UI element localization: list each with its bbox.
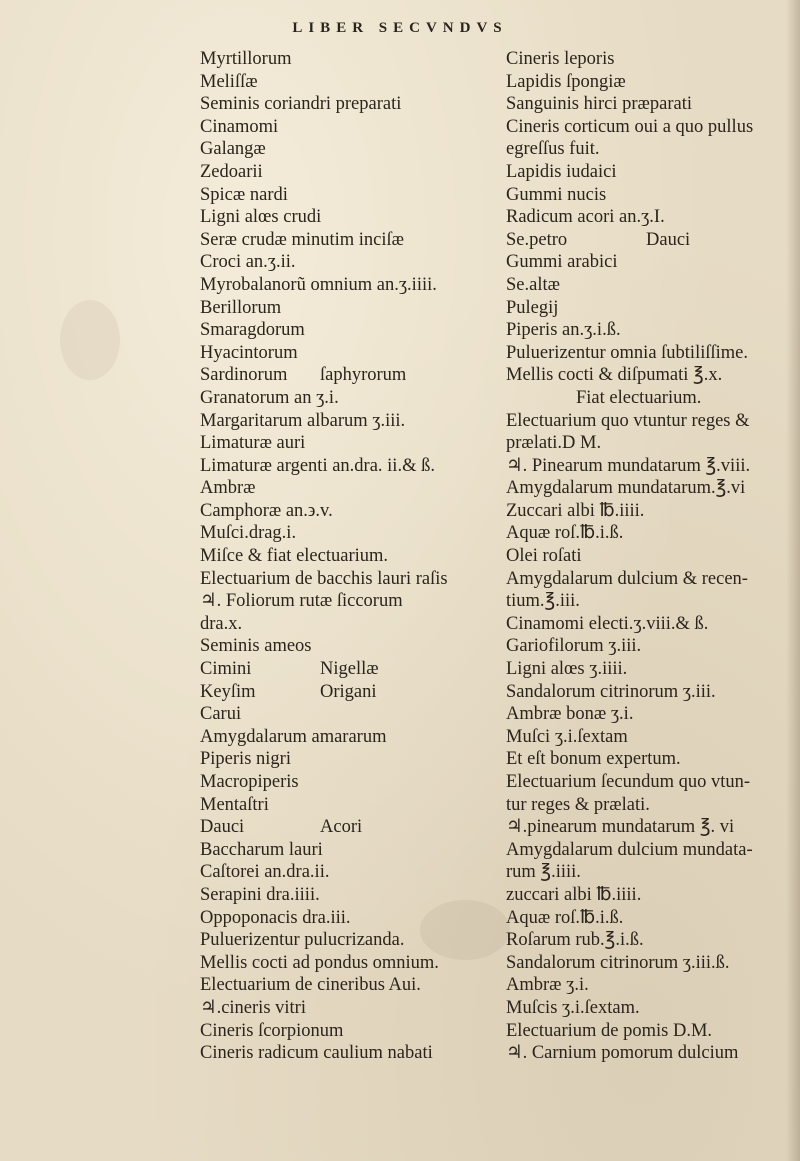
- line-text: Muſci ʒ.i.ſextam: [506, 726, 628, 747]
- text-line: [200, 161, 500, 184]
- line-text: Margaritarum albarum ʒ.iii.: [200, 410, 406, 431]
- line-text: Ambræ bonæ ʒ.i.: [506, 704, 634, 725]
- text-line: [506, 297, 796, 320]
- text-line: [506, 545, 796, 568]
- line-text: prælati.D M.: [506, 433, 602, 454]
- text-line: [506, 500, 796, 523]
- line-text: Miſce & fiat electuarium.: [200, 546, 389, 567]
- line-text: ♃. Foliorum rutæ ſiccorum: [200, 591, 403, 612]
- line-text: ♃. Carnium pomorum dulcium: [506, 1043, 739, 1064]
- text-line: [200, 455, 500, 478]
- line-text: Se.petro: [506, 229, 568, 250]
- text-line: [506, 613, 796, 636]
- line-text: Gummi nucis: [506, 184, 607, 205]
- text-line: [506, 387, 796, 410]
- right-column: [506, 48, 796, 1065]
- line-text: Cineris ſcorpionum: [200, 1020, 344, 1041]
- line-text: Roſarum rub.℥.i.ß.: [506, 930, 644, 951]
- text-line: [506, 342, 796, 365]
- text-line: [200, 884, 500, 907]
- text-line: [200, 907, 500, 930]
- text-line: [506, 974, 796, 997]
- line-text: Cineris radicum caulium nabati: [200, 1043, 433, 1064]
- text-line: [200, 71, 500, 94]
- text-line: [200, 1042, 500, 1065]
- line-text-second: Acori: [320, 817, 363, 838]
- text-line: [200, 703, 500, 726]
- line-text: Olei roſati: [506, 546, 582, 567]
- text-line: [200, 251, 500, 274]
- text-line: [506, 138, 796, 161]
- text-line: [200, 297, 500, 320]
- line-text: egreſſus fuit.: [506, 139, 600, 160]
- text-line: [200, 93, 500, 116]
- line-text: Limaturæ auri: [200, 433, 306, 454]
- text-line: [200, 771, 500, 794]
- line-text: Camphoræ an.϶.v.: [200, 500, 333, 521]
- line-text: Seminis coriandri preparati: [200, 94, 402, 115]
- line-text: Myrtillorum: [200, 49, 292, 69]
- line-text: Lapidis ſpongiæ: [506, 71, 626, 92]
- text-line: [506, 477, 796, 500]
- text-line: [506, 884, 796, 907]
- text-line: [506, 1042, 796, 1065]
- line-text: Muſcis ʒ.i.ſextam.: [506, 997, 640, 1018]
- line-text: Electuarium quo vtuntur reges &: [506, 410, 750, 431]
- text-line: [200, 568, 500, 591]
- line-text: Cinamomi electi.ʒ.viii.& ß.: [506, 613, 709, 634]
- text-line: [506, 997, 796, 1020]
- text-line: [506, 658, 796, 681]
- line-text: Fiat electuarium.: [576, 387, 702, 408]
- text-line: [200, 613, 500, 636]
- text-line: [506, 1020, 796, 1043]
- line-text: Berillorum: [200, 297, 282, 318]
- text-line: [200, 364, 500, 387]
- line-text: Cinamomi: [200, 116, 279, 137]
- line-text-second: ſaphyrorum: [320, 365, 407, 386]
- line-text: Hyacintorum: [200, 342, 298, 363]
- text-line: [200, 410, 500, 433]
- text-line: [200, 48, 500, 71]
- text-line: [506, 71, 796, 94]
- line-text: Pulegij: [506, 297, 559, 318]
- text-line: [506, 748, 796, 771]
- text-line: [200, 477, 500, 500]
- text-line: [506, 251, 796, 274]
- line-text: Croci an.ʒ.ii.: [200, 252, 296, 273]
- line-text: Serapini dra.iiii.: [200, 884, 320, 905]
- line-text: Aquæ roſ.℔.i.ß.: [506, 523, 624, 544]
- line-text: Carui: [200, 704, 242, 725]
- line-text: Meliſſæ: [200, 71, 258, 92]
- text-line: [506, 93, 796, 116]
- text-line: [200, 1020, 500, 1043]
- text-line: [506, 184, 796, 207]
- text-line: [200, 952, 500, 975]
- line-text: Limaturæ argenti an.dra. ii.& ß.: [200, 455, 435, 476]
- text-line: [506, 635, 796, 658]
- text-line: [506, 794, 796, 817]
- line-text: Mellis cocti ad pondus omnium.: [200, 952, 439, 973]
- line-text: Gummi arabici: [506, 252, 618, 273]
- line-text: Sandalorum citrinorum ʒ.iii.ß.: [506, 952, 730, 973]
- line-text: Piperis nigri: [200, 749, 291, 770]
- line-text: ♃.cineris vitri: [200, 997, 306, 1018]
- text-line: [506, 274, 796, 297]
- line-text: Baccharum lauri: [200, 839, 323, 860]
- text-line: [200, 432, 500, 455]
- line-text: ♃.pinearum mundatarum ℥. vi: [506, 817, 735, 838]
- text-line: [506, 161, 796, 184]
- line-text: Dauci: [200, 817, 245, 838]
- line-text: Galangæ: [200, 139, 266, 160]
- line-text: Zedoarii: [200, 161, 263, 182]
- text-line: [200, 748, 500, 771]
- text-line: [506, 206, 796, 229]
- text-line: [200, 274, 500, 297]
- line-text: Sanguinis hirci præparati: [506, 94, 692, 115]
- line-text: Electuarium de bacchis lauri raſis: [200, 568, 448, 589]
- line-text: rum ℥.iiii.: [506, 862, 581, 883]
- left-column: [200, 48, 500, 1065]
- text-line: [506, 364, 796, 387]
- line-text: Sardinorum: [200, 365, 288, 386]
- text-line: [200, 658, 500, 681]
- line-text: Gariofilorum ʒ.iii.: [506, 636, 642, 657]
- text-line: [506, 410, 796, 433]
- text-line: [506, 681, 796, 704]
- text-line: [200, 861, 500, 884]
- text-line: [506, 703, 796, 726]
- line-text: Se.altæ: [506, 274, 560, 295]
- line-text: Amygdalarum amararum: [200, 726, 387, 747]
- text-line: [200, 545, 500, 568]
- text-line: [506, 319, 796, 342]
- line-text: Electuarium ſecundum quo vtun-: [506, 772, 751, 792]
- text-line: [506, 455, 796, 478]
- line-text: Caſtorei an.dra.ii.: [200, 862, 330, 883]
- line-text: dra.x.: [200, 613, 243, 634]
- text-line: [506, 568, 796, 591]
- text-line: [506, 726, 796, 749]
- line-text-second: Origani: [320, 681, 377, 702]
- line-text: Cineris corticum oui a quo pullus: [506, 116, 754, 137]
- line-text: Piperis an.ʒ.i.ß.: [506, 320, 621, 341]
- text-line: [200, 590, 500, 613]
- line-text: Granatorum an ʒ.i.: [200, 387, 339, 408]
- line-text: Electuarium de cineribus Aui.: [200, 975, 421, 996]
- line-text: Macropiperis: [200, 772, 299, 792]
- line-text: Lapidis iudaici: [506, 161, 617, 182]
- line-text: Sandalorum citrinorum ʒ.iii.: [506, 681, 716, 702]
- line-text: Puluerizentur pulucrizanda.: [200, 930, 405, 951]
- line-text: Electuarium de pomis D.M.: [506, 1020, 713, 1041]
- paper-stain: [60, 300, 120, 380]
- text-line: [200, 794, 500, 817]
- text-line: [200, 816, 500, 839]
- line-text: zuccari albi ℔.iiii.: [506, 884, 642, 905]
- line-text: Ligni alœs ʒ.iiii.: [506, 659, 628, 680]
- line-text: Spicæ nardi: [200, 184, 288, 205]
- line-text: Smaragdorum: [200, 320, 305, 341]
- text-line: [200, 974, 500, 997]
- line-text: Amygdalarum dulcium & recen-: [506, 568, 748, 589]
- text-line: [506, 48, 796, 71]
- line-text-second: Dauci: [646, 229, 691, 250]
- line-text: Amygdalarum dulcium mundata-: [506, 839, 753, 860]
- line-text: Cineris leporis: [506, 49, 615, 69]
- line-text: Muſci.drag.i.: [200, 523, 297, 544]
- text-line: [200, 522, 500, 545]
- text-line: [200, 387, 500, 410]
- text-line: [506, 522, 796, 545]
- text-line: [506, 907, 796, 930]
- text-line: [506, 816, 796, 839]
- line-text: Mentaſtri: [200, 794, 269, 815]
- text-line: [200, 929, 500, 952]
- line-text: Cimini: [200, 659, 252, 680]
- line-text: Oppoponacis dra.iii.: [200, 907, 351, 928]
- text-line: [506, 229, 796, 252]
- text-line: [506, 590, 796, 613]
- text-line: [506, 116, 796, 139]
- line-text: tium.℥.iii.: [506, 591, 580, 612]
- text-line: [200, 206, 500, 229]
- line-text: Ligni alœs crudi: [200, 207, 322, 228]
- text-line: [200, 342, 500, 365]
- running-header: LIBER SECVNDVS: [292, 20, 508, 36]
- line-text: Mellis cocti & diſpumati ℥.x.: [506, 365, 723, 386]
- line-text: Et eſt bonum expertum.: [506, 749, 681, 770]
- line-text: Puluerizentur omnia ſubtiliſſime.: [506, 342, 748, 363]
- line-text: Ambræ: [200, 478, 256, 499]
- line-text: Ambræ ʒ.i.: [506, 975, 589, 996]
- text-line: [200, 500, 500, 523]
- text-line: [200, 997, 500, 1020]
- text-line: [506, 432, 796, 455]
- text-line: [200, 138, 500, 161]
- text-line: [200, 229, 500, 252]
- text-line: [506, 861, 796, 884]
- text-line: [506, 952, 796, 975]
- text-line: [200, 681, 500, 704]
- text-line: [200, 635, 500, 658]
- text-line: [506, 771, 796, 794]
- line-text: Seminis ameos: [200, 636, 312, 657]
- line-text: Zuccari albi ℔.iiii.: [506, 500, 645, 521]
- text-line: [200, 726, 500, 749]
- line-text: Seræ crudæ minutim inciſæ: [200, 229, 405, 250]
- line-text: ♃. Pinearum mundatarum ℥.viii.: [506, 455, 751, 476]
- line-text: Keyſim: [200, 681, 256, 702]
- text-line: [200, 184, 500, 207]
- line-text-second: Nigellæ: [320, 659, 379, 680]
- line-text: Myrobalanorũ omnium an.ʒ.iiii.: [200, 274, 437, 295]
- text-line: [506, 839, 796, 862]
- line-text: tur reges & prælati.: [506, 794, 650, 815]
- text-line: [200, 839, 500, 862]
- text-line: [200, 319, 500, 342]
- text-line: [200, 116, 500, 139]
- text-line: [506, 929, 796, 952]
- line-text: Amygdalarum mundatarum.℥.vi: [506, 478, 746, 499]
- line-text: Aquæ roſ.℔.i.ß.: [506, 907, 624, 928]
- line-text: Radicum acori an.ʒ.I.: [506, 207, 665, 228]
